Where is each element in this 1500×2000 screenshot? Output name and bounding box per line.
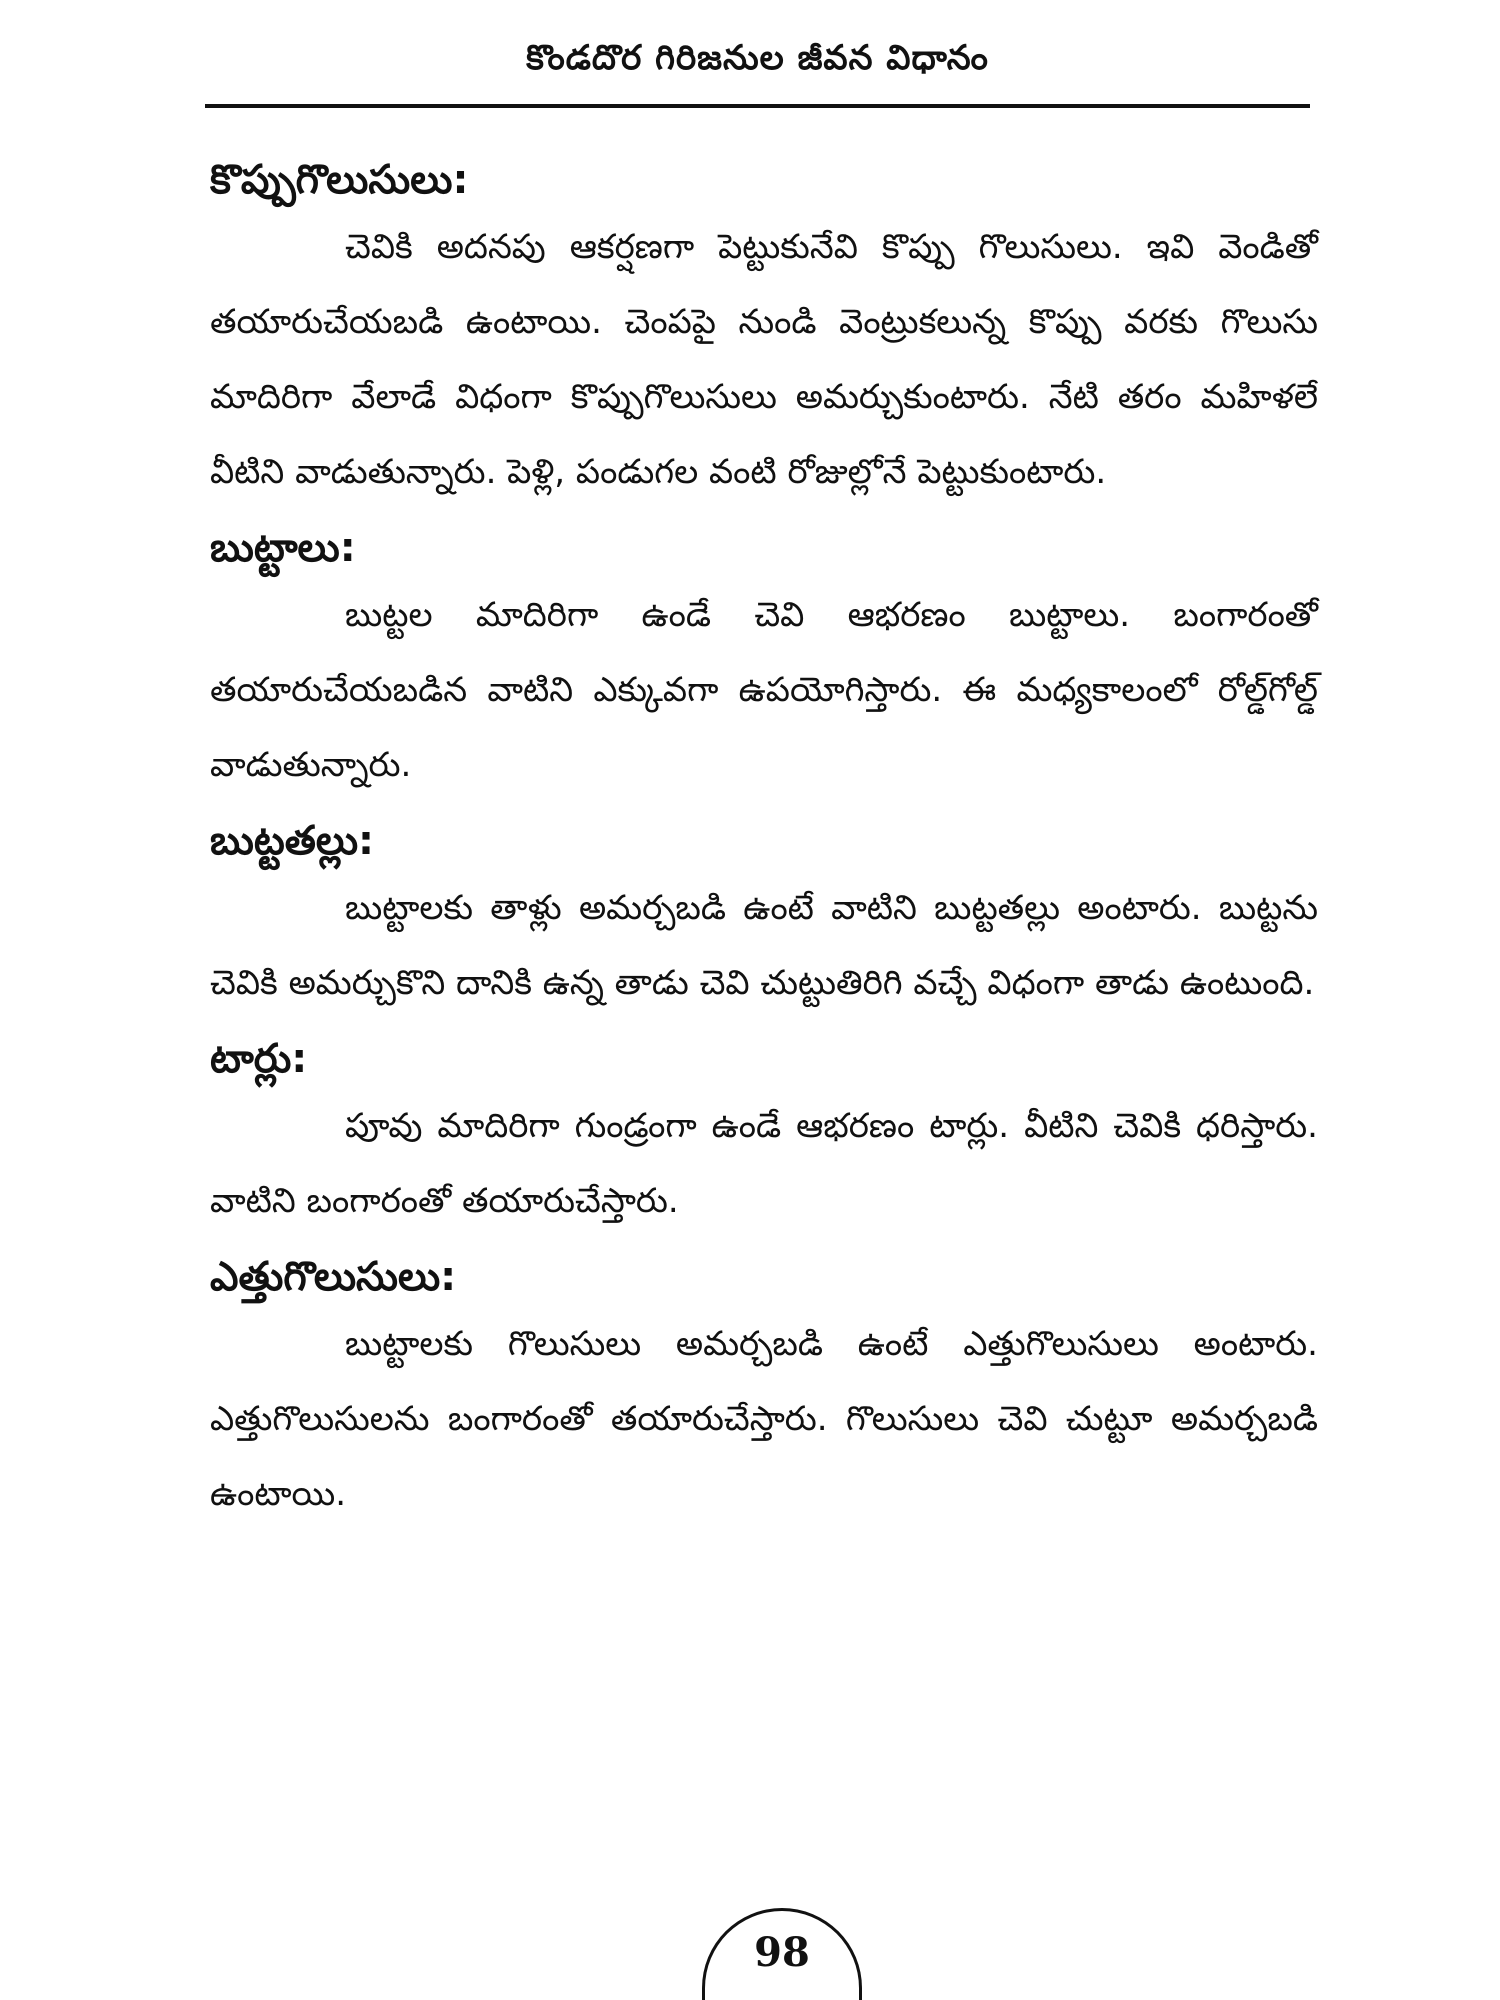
running-header: కొండదొర గిరిజనుల జీవన విధానం <box>526 38 989 78</box>
section-tarlu <box>210 1029 1318 1239</box>
section-ettu-golusulu <box>210 1247 1318 1532</box>
section-paragraph: చెవికి అదనపు ఆకర్షణగా పెట్టుకునేవి కొప్పు గొలుసులు. ఇవి వెండితో తయారుచేయబడి ఉంటాయి. చెంపపై నుండి వెంట్రుకలున్న కొప్పు వరకు గొలుసు మాదిరిగా వేలాడే విధంగా కొప్పుగొలుసులు అమర్చుకుంటారు. నేటి తరం మహిళలే వీటిని వాడుతున్నారు. పెళ్లి, పండుగల వంటి రోజుల్లోనే పెట్టుకుంటారు. <box>210 227 1318 492</box>
section-buttatallu <box>210 811 1318 1021</box>
section-heading: ఎత్తుగొలుసులు: <box>210 1254 457 1300</box>
section-heading: టార్లు: <box>210 1036 308 1082</box>
section-paragraph: బుట్టాలకు గొలుసులు అమర్చబడి ఉంటే ఎత్తుగొలుసులు అంటారు. ఎత్తుగొలుసులను బంగారంతో తయారుచేస్తారు. గొలుసులు చెవి చుట్టూ అమర్చబడి ఉంటాయి. <box>210 1324 1318 1514</box>
page-number-badge <box>702 1908 862 2000</box>
section-heading: బుట్టతల్లు: <box>210 818 375 864</box>
header-rule <box>205 104 1310 108</box>
page-number: 98 <box>754 1929 810 1976</box>
section-heading: కొప్పుగొలుసులు: <box>210 157 469 203</box>
section-buttalu <box>210 518 1318 803</box>
section-paragraph: బుట్టాలకు తాళ్లు అమర్చబడి ఉంటే వాటిని బుట్టతల్లు అంటారు. బుట్టను చెవికి అమర్చుకొని దానికి ఉన్న తాడు చెవి చుట్టుతిరిగి వచ్చే విధంగా తాడు ఉంటుంది. <box>210 888 1318 1003</box>
section-paragraph: బుట్టల మాదిరిగా ఉండే చెవి ఆభరణం బుట్టాలు. బంగారంతో తయారుచేయబడిన వాటిని ఎక్కువగా ఉపయోగిస్తారు. ఈ మధ్యకాలంలో రోల్డ్‌గోల్డ్ వాడుతున్నారు. <box>210 595 1318 785</box>
section-paragraph: పూవు మాదిరిగా గుండ్రంగా ఉండే ఆభరణం టార్లు. వీటిని చెవికి ధరిస్తారు. వాటిని బంగారంతో తయారుచేస్తారు. <box>210 1106 1318 1221</box>
page-content <box>210 150 1318 1540</box>
section-koppu-golusulu <box>210 150 1318 510</box>
section-heading: బుట్టాలు: <box>210 525 356 571</box>
